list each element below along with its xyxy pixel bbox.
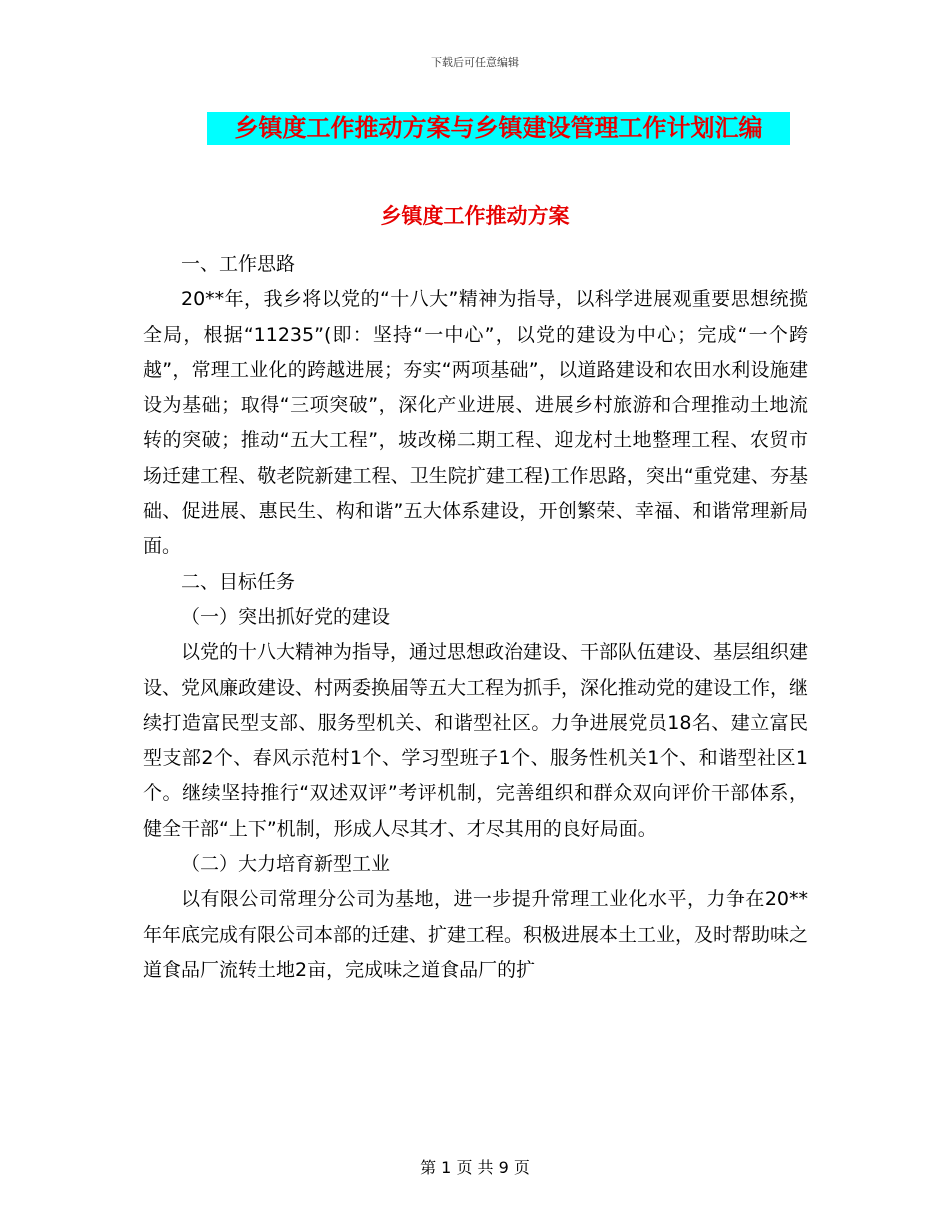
subheading-industry: （二）大力培育新型工业 — [181, 853, 391, 876]
heading-goals: 二、目标任务 — [181, 570, 296, 593]
page-header: 下载后可任意编辑 — [431, 56, 519, 69]
document-title: 乡镇度工作推动方案与乡镇建设管理工作计划汇编 — [207, 112, 790, 145]
section-title: 乡镇度工作推动方案 — [380, 204, 570, 228]
subheading-party-building: （一）突出抓好党的建设 — [181, 605, 391, 628]
heading-work-approach: 一、工作思路 — [181, 253, 296, 275]
paragraph-work-approach: 20**年，我乡将以党的“十八大”精神为指导，以科学进展观重要思想统揽全局，根据“11235”(即：坚持“一中心”，以党的建设为中心；完成“一个跨越”，常理工业化的跨越进展；夯实“两项基础”，以道路建设和农田水利设施建设为基础；取得“三项突破”，深化产业进展、进展乡村旅游和合理推动土地流转的突破；推动“五大工程”，坡改梯二期工程、迎龙村土地整理工程、农贸市场迁建工程、敬老院新建工程、卫生院扩建工程)工作思路，突出“重党建、夯基础、促进展、惠民生、构和谐”五大体系建设，开创繁荣、幸福、和谐常理新局面。 — [143, 288, 808, 558]
document-body — [143, 247, 808, 988]
page-footer: 第 1 页 共 9 页 — [420, 1158, 530, 1177]
paragraph-industry: 以有限公司常理分公司为基地，进一步提升常理工业化水平，力争在20**年年底完成有限公司本部的迁建、扩建工程。积极进展本土工业，及时帮助味之道食品厂流转土地2亩，完成味之道食品厂的扩 — [143, 888, 809, 981]
paragraph-party-building: 以党的十八大精神为指导，通过思想政治建设、干部队伍建设、基层组织建设、党风廉政建设、村两委换届等五大工程为抓手，深化推动党的建设工作，继续打造富民型支部、服务型机关、和谐型社区。力争进展党员18名、建立富民型支部2个、春风示范村1个、学习型班子1个、服务性机关1个、和谐型社区1个。继续坚持推行“双述双评”考评机制，完善组织和群众双向评价干部体系，健全干部“上下”机制，形成人尽其才、才尽其用的良好局面。 — [143, 641, 809, 840]
